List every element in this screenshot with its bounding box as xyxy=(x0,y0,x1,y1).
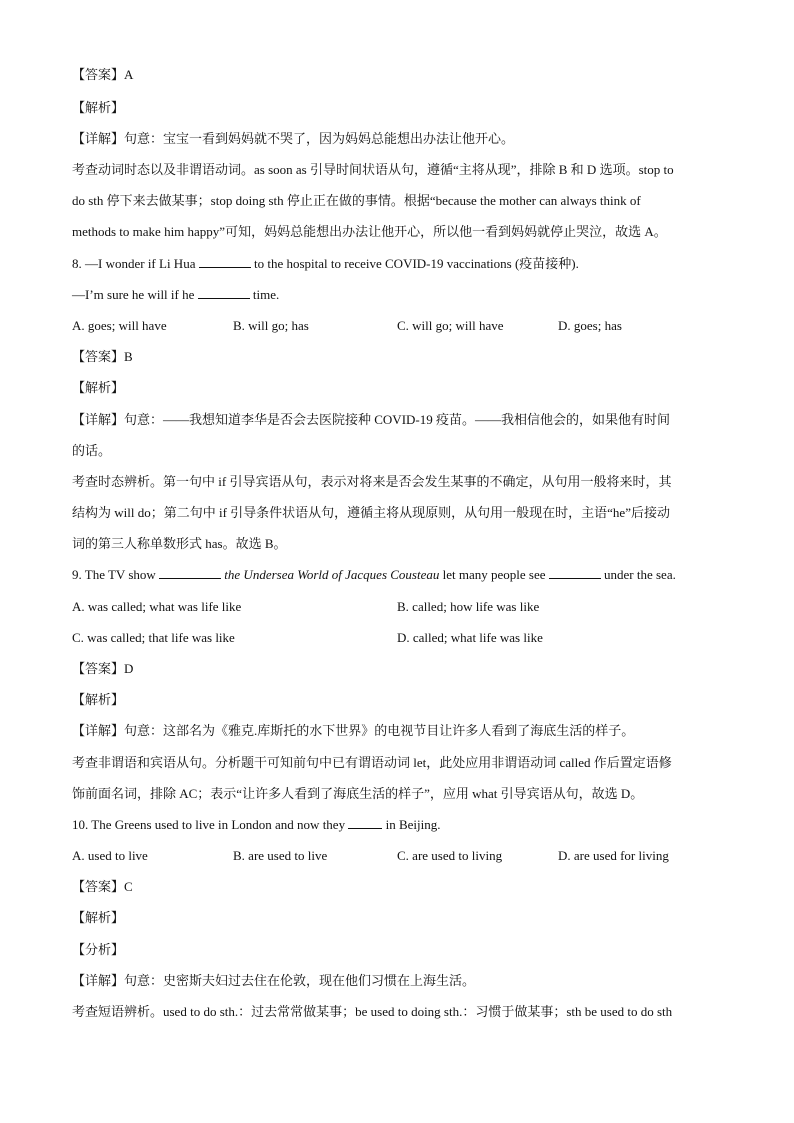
q9-option-a: A. was called; what was life like xyxy=(72,599,242,614)
q8-analysis-line-2: 结构为 will do；第二句中 if 引导条件状语从句，遵循主将从现原则，从句用一般现在时，主语“he”后接动 xyxy=(72,505,670,520)
q8-detail-line-1: 【详解】句意：——我想知道李华是否会去医院接种 COVID-19 疫苗。——我相信他会的，如果他有时间 xyxy=(72,412,670,427)
q10-answer: 【答案】C xyxy=(72,879,133,894)
q7-analysis-label: 【解析】 xyxy=(72,100,125,115)
q10-option-c: C. are used to living xyxy=(397,848,503,863)
q8-blank-2 xyxy=(198,287,250,299)
q8-analysis-line-1: 考查时态辨析。第一句中 if 引导宾语从句，表示对将来是否会发生某事的不确定，从句用一般将来时，其 xyxy=(72,474,672,489)
q10-analysis-label: 【解析】 xyxy=(72,910,125,925)
q10-option-d: D. are used for living xyxy=(558,848,669,863)
q9-stem-part-a: 9. The TV show xyxy=(72,567,156,582)
q9-blank-2 xyxy=(549,567,601,579)
q8-analysis-label: 【解析】 xyxy=(72,380,125,395)
q7-analysis-line-3: methods to make him happy”可知，妈妈总能想出办法让他开心，所以他一看到妈妈就停止哭泣，故选 A。 xyxy=(72,224,667,239)
q9-option-d: D. called; what life was like xyxy=(397,630,543,645)
q7-analysis-line-1: 考查动词时态以及非谓语动词。as soon as 引导时间状语从句，遵循“主将从现”，排除 B 和 D 选项。stop to xyxy=(72,162,674,177)
q9-answer: 【答案】D xyxy=(72,661,134,676)
q9-analysis-label: 【解析】 xyxy=(72,692,125,707)
q9-stem xyxy=(72,566,676,584)
q9-show-title: the Undersea World of Jacques Cousteau xyxy=(224,567,440,582)
q10-stem-part-b: in Beijing. xyxy=(385,817,441,832)
q10-fenxi-label: 【分析】 xyxy=(72,942,125,957)
q9-analysis-line-1: 考查非谓语和宾语从句。分析题干可知前句中已有谓语动词 let，此处应用非谓语动词 called 作后置定语修 xyxy=(72,755,672,770)
q8-analysis-line-3: 词的第三人称单数形式 has。故选 B。 xyxy=(72,536,287,551)
q10-detail: 【详解】句意：史密斯夫妇过去住在伦敦，现在他们习惯在上海生活。 xyxy=(72,973,476,988)
q9-detail: 【详解】句意：这部名为《雅克.库斯托的水下世界》的电视节目让许多人看到了海底生活的样子。 xyxy=(72,723,635,738)
q9-blank-1 xyxy=(159,567,221,579)
q10-analysis-line-1: 考查短语辨析。used to do sth.：过去常常做某事；be used to doing sth.：习惯于做某事；sth be used to do sth xyxy=(72,1004,673,1019)
q9-stem-part-b: let many people see xyxy=(442,567,546,582)
q9-option-b: B. called; how life was like xyxy=(397,599,540,614)
q9-stem-part-c: under the sea. xyxy=(604,567,676,582)
q8-detail-line-2: 的话。 xyxy=(72,443,112,458)
q9-analysis-line-2: 饰前面名词，排除 AC；表示“让许多人看到了海底生活的样子”，应用 what 引导宾语从句，故选 D。 xyxy=(72,786,644,801)
q8-blank-1 xyxy=(199,256,251,268)
q8-stem-part-a: 8. —I wonder if Li Hua xyxy=(72,256,196,271)
q10-option-a: A. used to live xyxy=(72,848,148,863)
q10-blank xyxy=(348,817,382,829)
q8-answer: 【答案】B xyxy=(72,349,133,364)
q8-stem-part-b: to the hospital to receive COVID-19 vaccinations (疫苗接种). xyxy=(253,256,579,271)
q8-stem2-part-a: —I’m sure he will if he xyxy=(72,287,195,302)
q8-option-d: D. goes; has xyxy=(558,318,622,333)
q8-stem2-part-b: time. xyxy=(252,287,280,302)
q10-stem xyxy=(72,816,440,834)
q8-option-b: B. will go; has xyxy=(233,318,309,333)
q9-option-c: C. was called; that life was like xyxy=(72,630,235,645)
q7-detail: 【详解】句意：宝宝一看到妈妈就不哭了，因为妈妈总能想出办法让他开心。 xyxy=(72,131,515,146)
q8-stem xyxy=(72,255,579,273)
q10-stem-part-a: 10. The Greens used to live in London and now they xyxy=(72,817,346,832)
q7-analysis-line-2: do sth 停下来去做某事；stop doing sth 停止正在做的事情。根据“because the mother can always think of xyxy=(72,193,641,208)
q8-option-a: A. goes; will have xyxy=(72,318,167,333)
q10-option-b: B. are used to live xyxy=(233,848,328,863)
q7-answer: 【答案】A xyxy=(72,67,134,82)
q8-option-c: C. will go; will have xyxy=(397,318,504,333)
q8-stem-2 xyxy=(72,286,279,304)
